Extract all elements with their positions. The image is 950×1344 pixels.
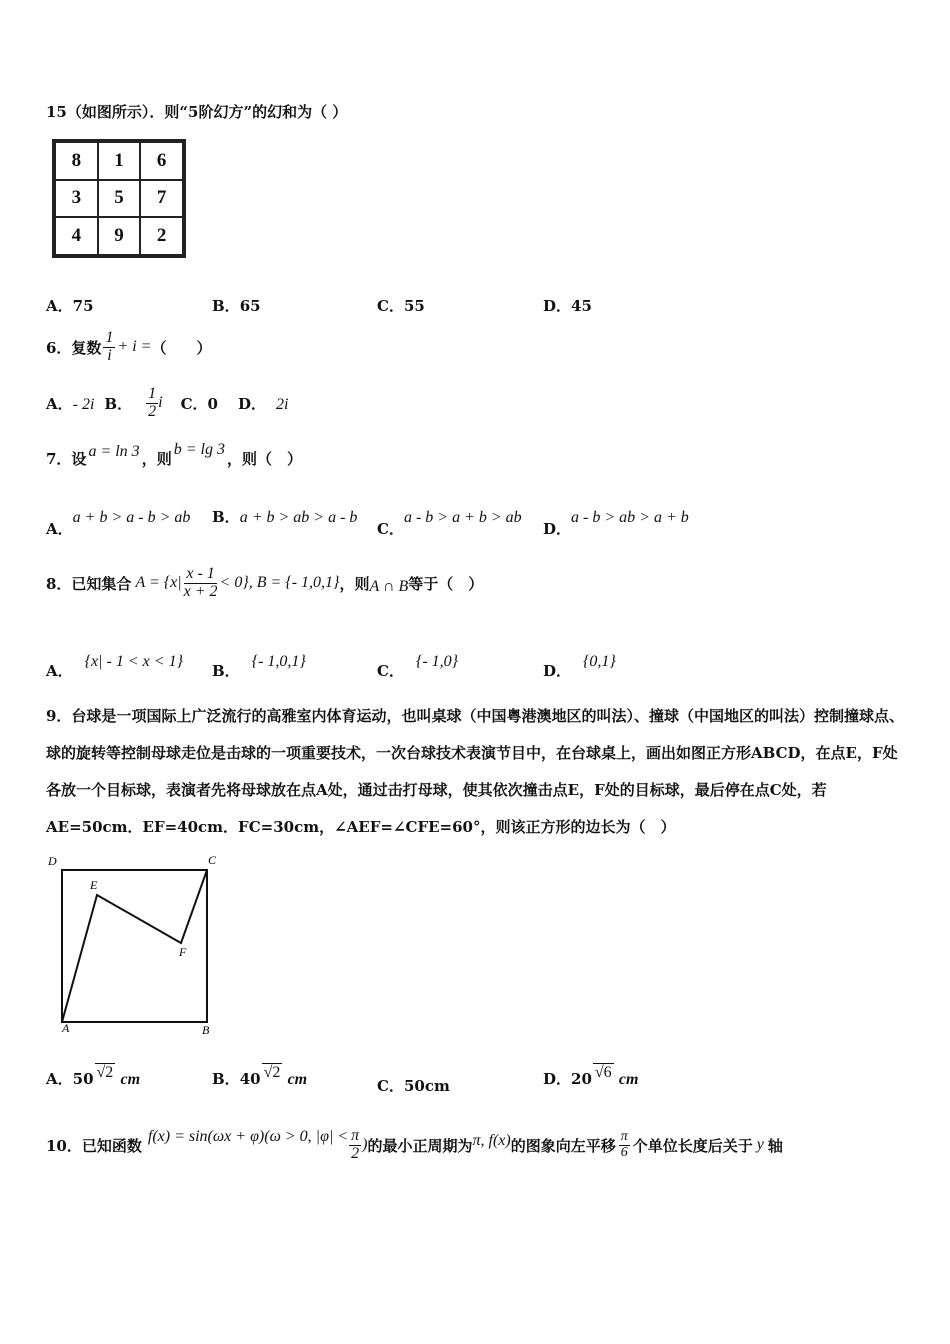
- q7-option-b[interactable]: [212, 506, 357, 527]
- q6-number: 6．复数: [46, 338, 102, 357]
- q7-option-d[interactable]: [543, 506, 689, 538]
- option-letter: D．: [543, 520, 572, 538]
- q6-frac-den: i: [107, 346, 112, 364]
- sqrt-radicand: √6: [594, 1064, 612, 1081]
- option-coef: 50cm: [403, 1077, 450, 1095]
- q6-expr-tail: + i =: [117, 338, 152, 356]
- option-letter: A．: [46, 662, 73, 680]
- q8-a-rhs: < 0}, B = {- 1,0,1}: [219, 574, 340, 592]
- q6-options: [46, 386, 288, 421]
- q5-option-c[interactable]: [377, 295, 425, 316]
- option-letter: D．: [543, 1070, 572, 1088]
- q6-option-d[interactable]: [238, 393, 288, 414]
- magic-cell: 9: [98, 217, 141, 255]
- magic-cell: 5: [98, 180, 141, 218]
- magic-cell: 8: [55, 142, 98, 180]
- q7-number: 7．设: [46, 450, 87, 468]
- label-a: A: [62, 1021, 70, 1035]
- label-d: D: [48, 854, 57, 868]
- option-unit: cm: [120, 1071, 141, 1088]
- option-coef: 50: [72, 1070, 94, 1088]
- q8-tail: 等于（ ）: [408, 574, 484, 593]
- q8-number: 8．已知集合: [46, 574, 132, 593]
- q8-fraction: [184, 566, 218, 601]
- q5-option-a[interactable]: [46, 295, 94, 316]
- option-text: {- 1,0}: [415, 653, 459, 670]
- q7-option-c[interactable]: [377, 506, 522, 538]
- option-letter: B．: [212, 508, 240, 526]
- sqrt-radicand: √2: [96, 1064, 114, 1081]
- q5-stem: 15（如图所示）．则“5阶幻方”的幻和为（ ）: [46, 103, 348, 121]
- option-letter: C．: [180, 394, 208, 413]
- q8-frac-num: x - 1: [186, 565, 215, 582]
- q10-stem: [46, 1128, 783, 1163]
- q6-fraction: [103, 330, 115, 365]
- option-letter: C．: [377, 662, 404, 680]
- option-text: 65: [239, 297, 261, 315]
- q8-mid: ，则: [339, 574, 370, 593]
- option-unit: cm: [618, 1071, 639, 1088]
- option-text: a + b > a - b > ab: [72, 509, 191, 526]
- q8-option-a[interactable]: [46, 650, 183, 680]
- option-letter: A．: [46, 297, 73, 315]
- q10-func: f(x) = sin(ωx + φ)(ω > 0, |φ| <: [147, 1128, 349, 1146]
- label-f: F: [179, 945, 187, 959]
- magic-cell: 7: [140, 180, 183, 218]
- q10-pi-half: [349, 1128, 361, 1163]
- option-letter: A．: [46, 1070, 73, 1088]
- option-text: a - b > a + b > ab: [403, 509, 522, 526]
- q6-frac-num: 1: [105, 329, 114, 346]
- option-letter: C．: [377, 520, 404, 538]
- label-e: E: [90, 878, 98, 892]
- option-letter: C．: [377, 1077, 404, 1095]
- q10-mid2: 的图象向左平移: [510, 1136, 616, 1155]
- option-letter: D．: [543, 662, 572, 680]
- q10-number: 10．已知函数: [46, 1136, 142, 1155]
- option-text: 2i: [275, 395, 289, 413]
- option-text: {- 1,0,1}: [251, 653, 306, 670]
- option-text: a + b > ab > a - b: [239, 509, 358, 526]
- q8-a-lhs: A = {x|: [135, 574, 182, 592]
- q8-frac-den: x + 2: [183, 582, 218, 600]
- q10-shift: [619, 1130, 630, 1160]
- q10-mid1: 的最小正周期为: [367, 1136, 473, 1155]
- option-letter: B．: [212, 297, 240, 315]
- option-coef: 40: [239, 1070, 261, 1088]
- magic-square: [52, 139, 186, 258]
- q6-stem: [46, 330, 212, 365]
- magic-cell: 3: [55, 180, 98, 218]
- option-letter: A．: [46, 520, 73, 538]
- option-text: 45: [571, 297, 592, 315]
- q10-shift-den: 6: [620, 1144, 628, 1160]
- q10-shift-num: π: [620, 1129, 628, 1145]
- q10-tail2: 轴: [767, 1136, 783, 1155]
- option-letter: B．: [212, 1070, 240, 1088]
- q10-close: ): [362, 1136, 368, 1154]
- q6-optb-den: 2: [148, 402, 157, 420]
- option-text: {0,1}: [583, 653, 616, 670]
- option-letter: D．: [237, 394, 266, 413]
- q9-option-b[interactable]: [212, 1064, 308, 1089]
- option-letter: C．: [377, 297, 404, 315]
- q7-stem: [46, 441, 302, 469]
- q6-option-b[interactable]: [104, 386, 162, 421]
- q8-option-b[interactable]: [212, 650, 306, 680]
- q9-option-c[interactable]: [377, 1075, 450, 1096]
- sqrt-radicand: √2: [263, 1064, 281, 1081]
- q5-option-d[interactable]: [543, 295, 592, 316]
- q10-pi-num: π: [351, 1127, 360, 1144]
- q8-cap: A ∩ B: [369, 578, 409, 596]
- q7-tail: ，则（ ）: [226, 450, 302, 468]
- q6-option-a[interactable]: [46, 393, 94, 414]
- q5-option-b[interactable]: [212, 295, 261, 316]
- option-text: a - b > ab > a + b: [571, 509, 689, 526]
- q6-option-c[interactable]: [181, 393, 218, 414]
- label-c: C: [208, 853, 217, 867]
- q10-pi-den: 2: [351, 1144, 360, 1162]
- q8-stem: [46, 566, 483, 601]
- q6-paren: （ ）: [151, 338, 212, 357]
- option-text: {x| - 1 < x < 1}: [84, 653, 183, 670]
- option-text: 0: [207, 394, 218, 413]
- q7-a-expr: a = ln 3: [88, 443, 140, 460]
- q7-b-expr: b = lg 3: [173, 441, 225, 458]
- q10-tail: 个单位长度后关于: [632, 1136, 753, 1155]
- q9-stem: 9．台球是一项国际上广泛流行的高雅室内体育运动，也叫桌球（中国粤港澳地区的叫法）、撞球（中国地区的叫法）控制撞球点、球的旋转等控制母球走位是击球的一项重要技术，一次台球技术表演节目中，在台球桌上，画出如图正方形ABCD，在点E，F处各放一个目标球，表演者先将母球放在点A处，通过击打母球，使其依次撞击点E，F处的目标球，最后停在点C处，若AE=50cm．EF=40cm．FC=30cm，∠AEF=∠CFE=60°，则该正方形的边长为（ ）: [46, 707, 904, 836]
- q6-optb-num: 1: [148, 385, 157, 402]
- option-letter: B．: [104, 394, 133, 413]
- label-b: B: [202, 1023, 210, 1037]
- q9-option-d[interactable]: [543, 1064, 639, 1089]
- option-text: 75: [72, 297, 94, 315]
- option-coef: 20: [571, 1070, 592, 1088]
- q10-period: π, f(x): [472, 1132, 511, 1150]
- q7-mid: ，则: [141, 450, 172, 468]
- magic-cell: 1: [98, 142, 141, 180]
- q9-option-a[interactable]: [46, 1064, 141, 1089]
- option-letter: D．: [543, 297, 572, 315]
- option-text: 55: [403, 297, 425, 315]
- billiard-figure: [40, 850, 230, 1045]
- magic-cell: 2: [140, 217, 183, 255]
- option-letter: A．: [46, 394, 73, 413]
- q10-axis-var: y: [756, 1136, 764, 1154]
- option-text: - 2i: [72, 395, 95, 413]
- option-letter: B．: [212, 662, 240, 680]
- q8-option-d[interactable]: [543, 650, 616, 680]
- q6-optb-fraction: [146, 386, 158, 421]
- q7-option-a[interactable]: [46, 506, 191, 538]
- q8-option-c[interactable]: [377, 650, 459, 680]
- q6-optb-tail: i: [158, 394, 163, 412]
- option-unit: cm: [287, 1071, 308, 1088]
- magic-cell: 6: [140, 142, 183, 180]
- magic-cell: 4: [55, 217, 98, 255]
